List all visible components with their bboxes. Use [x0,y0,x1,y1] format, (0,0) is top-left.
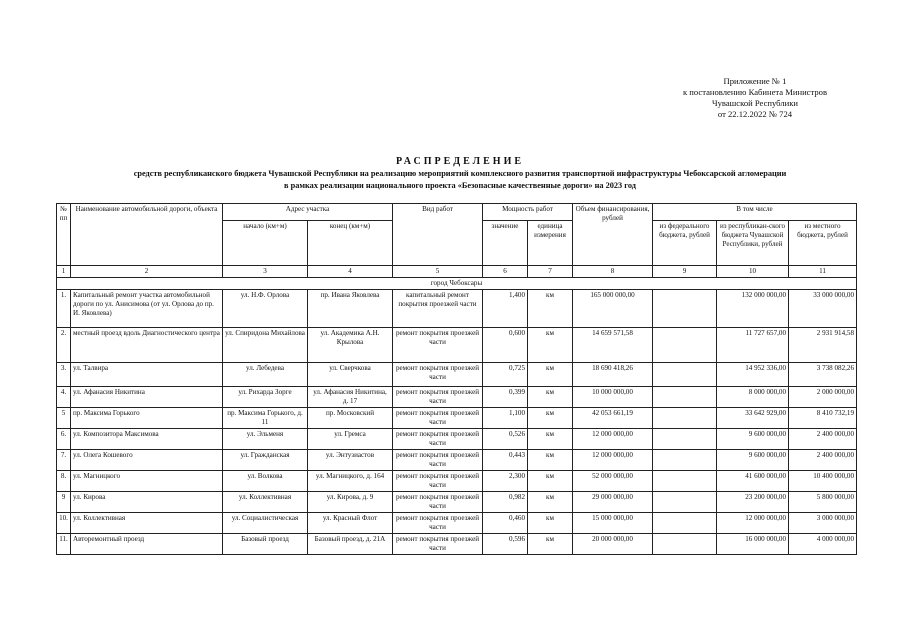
capacity-value-cell: 0,596 [483,534,528,555]
column-number: 5 [393,266,483,278]
local-funding-cell: 33 000 000,00 [789,290,857,328]
section-start-cell: ул. Лебедева [223,363,308,387]
local-funding-cell: 8 410 732,19 [789,408,857,429]
header-federal: из федерального бюджета, рублей [653,221,717,266]
road-name-cell: ул. Афанасия Никитина [71,387,223,408]
table-row [57,408,857,429]
federal-funding-cell [653,328,717,363]
column-number: 8 [573,266,653,278]
section-end-cell: ул. Красный Флот [308,513,393,534]
work-type-cell: ремонт покрытия проезжей части [393,387,483,408]
row-number-cell: 10. [57,513,71,534]
column-number: 9 [653,266,717,278]
row-number-cell: 9 [57,492,71,513]
header-start: начало (км+м) [223,221,308,266]
row-number-cell: 4. [57,387,71,408]
republic-funding-cell: 9 600 000,00 [717,429,789,450]
section-start-cell: ул. Коллективная [223,492,308,513]
road-name-cell: ул. Кирова [71,492,223,513]
local-funding-cell: 2 400 000,00 [789,450,857,471]
section-end-cell: пр. Ивана Яковлева [308,290,393,328]
local-funding-cell: 2 400 000,00 [789,429,857,450]
table-row [57,363,857,387]
work-type-cell: ремонт покрытия проезжей части [393,429,483,450]
column-number: 2 [71,266,223,278]
row-number-cell: 2. [57,328,71,363]
table-row [57,387,857,408]
header-value: значение [483,221,528,266]
funding-volume-cell: 12 000 000,00 [573,429,653,450]
header-num: № пп [57,204,71,266]
table-row [57,492,857,513]
capacity-value-cell: 1,100 [483,408,528,429]
funding-volume-cell: 52 000 000,00 [573,471,653,492]
funding-volume-cell: 14 659 571,58 [573,328,653,363]
local-funding-cell: 2 000 000,00 [789,387,857,408]
row-number-cell: 3. [57,363,71,387]
road-name-cell: ул. Талвира [71,363,223,387]
section-title: город Чебоксары [57,278,857,290]
row-number-cell: 8. [57,471,71,492]
funding-volume-cell: 165 000 000,00 [573,290,653,328]
column-number: 6 [483,266,528,278]
capacity-unit-cell: км [528,471,573,492]
capacity-value-cell: 0,725 [483,363,528,387]
capacity-unit-cell: км [528,513,573,534]
funding-volume-cell: 20 000 000,00 [573,534,653,555]
distribution-table [56,203,857,555]
republic-funding-cell: 16 000 000,00 [717,534,789,555]
road-name-cell: Авторемонтный проезд [71,534,223,555]
header-republic: из республикан-ского бюджета Чувашской Республики, рублей [717,221,789,266]
header-work: Вид работ [393,204,483,266]
republic-funding-cell: 132 000 000,00 [717,290,789,328]
funding-volume-cell: 12 000 000,00 [573,450,653,471]
section-start-cell: ул. Эльменя [223,429,308,450]
table-row [57,290,857,328]
local-funding-cell: 2 931 914,58 [789,328,857,363]
republic-funding-cell: 8 000 000,00 [717,387,789,408]
section-end-cell: ул. Кирова, д. 9 [308,492,393,513]
header-volume: Объем финансирования, рублей [573,204,653,266]
road-name-cell: пр. Максима Горького [71,408,223,429]
capacity-unit-cell: км [528,429,573,450]
federal-funding-cell [653,387,717,408]
row-number-cell: 5 [57,408,71,429]
section-end-cell: ул. Сверчкова [308,363,393,387]
column-number: 10 [717,266,789,278]
table-row [57,513,857,534]
capacity-value-cell: 0,982 [483,492,528,513]
table-row [57,429,857,450]
capacity-unit-cell: км [528,363,573,387]
section-start-cell: ул. Волкова [223,471,308,492]
column-number: 3 [223,266,308,278]
republic-funding-cell: 12 000 000,00 [717,513,789,534]
funding-volume-cell: 10 000 000,00 [573,387,653,408]
table-row [57,534,857,555]
row-number-cell: 6. [57,429,71,450]
road-name-cell: ул. Олега Кошевого [71,450,223,471]
section-start-cell: ул. Рихарда Зорге [223,387,308,408]
appendix-line: к постановлению Кабинета Министров [682,87,828,97]
republic-funding-cell: 23 200 000,00 [717,492,789,513]
capacity-value-cell: 1,400 [483,290,528,328]
federal-funding-cell [653,513,717,534]
capacity-value-cell: 0,526 [483,429,528,450]
row-number-cell: 1. [57,290,71,328]
work-type-cell: ремонт покрытия проезжей части [393,492,483,513]
work-type-cell: капитальный ремонт покрытия проезжей части [393,290,483,328]
local-funding-cell: 5 800 000,00 [789,492,857,513]
capacity-value-cell: 2,300 [483,471,528,492]
federal-funding-cell [653,450,717,471]
work-type-cell: ремонт покрытия проезжей части [393,450,483,471]
work-type-cell: ремонт покрытия проезжей части [393,534,483,555]
funding-volume-cell: 42 053 661,19 [573,408,653,429]
document-subtitle: средств республиканского бюджета Чувашской Республики на реализацию мероприятий комплексного развития транспортной инфраструктуры Чебоксарской агломерации [133,169,787,178]
appendix-line: Приложение № 1 [723,76,787,86]
section-start-cell: ул. Социалистическая [223,513,308,534]
republic-funding-cell: 14 952 336,00 [717,363,789,387]
section-end-cell: пр. Московский [308,408,393,429]
row-number-cell: 11. [57,534,71,555]
work-type-cell: ремонт покрытия проезжей части [393,471,483,492]
section-end-cell: ул. Гремса [308,429,393,450]
capacity-unit-cell: км [528,534,573,555]
section-start-cell: ул. Гражданская [223,450,308,471]
federal-funding-cell [653,408,717,429]
appendix-line: Чувашской Республики [712,98,798,108]
funding-volume-cell: 29 000 000,00 [573,492,653,513]
column-number: 11 [789,266,857,278]
local-funding-cell: 3 000 000,00 [789,513,857,534]
section-end-cell: ул. Магницкого, д. 164 [308,471,393,492]
header-unit: единица измерения [528,221,573,266]
document-subtitle-2: в рамках реализации национального проекта «Безопасные качественные дороги» на 2023 год [284,181,636,190]
local-funding-cell: 10 400 000,00 [789,471,857,492]
federal-funding-cell [653,363,717,387]
federal-funding-cell [653,471,717,492]
republic-funding-cell: 11 727 657,00 [717,328,789,363]
section-row [57,278,857,290]
republic-funding-cell: 9 600 000,00 [717,450,789,471]
table-row [57,471,857,492]
capacity-value-cell: 0,460 [483,513,528,534]
federal-funding-cell [653,534,717,555]
capacity-value-cell: 0,443 [483,450,528,471]
capacity-unit-cell: км [528,408,573,429]
local-funding-cell: 3 738 082,26 [789,363,857,387]
capacity-unit-cell: км [528,290,573,328]
work-type-cell: ремонт покрытия проезжей части [393,513,483,534]
section-start-cell: ул. Спиридона Михайлова [223,328,308,363]
road-name-cell: ул. Магницкого [71,471,223,492]
column-number: 1 [57,266,71,278]
section-end-cell: ул. Афанасия Никитина, д. 17 [308,387,393,408]
column-number: 4 [308,266,393,278]
table-row [57,450,857,471]
section-end-cell: Базовый проезд, д. 21А [308,534,393,555]
row-number-cell: 7. [57,450,71,471]
column-number-row [57,266,857,278]
work-type-cell: ремонт покрытия проезжей части [393,363,483,387]
federal-funding-cell [653,429,717,450]
section-start-cell: Базовый проезд [223,534,308,555]
appendix-block [655,76,855,120]
funding-volume-cell: 18 690 418,26 [573,363,653,387]
local-funding-cell: 4 000 000,00 [789,534,857,555]
capacity-value-cell: 0,399 [483,387,528,408]
republic-funding-cell: 41 600 000,00 [717,471,789,492]
funding-volume-cell: 15 000 000,00 [573,513,653,534]
appendix-line: от 22.12.2022 № 724 [717,109,793,119]
work-type-cell: ремонт покрытия проезжей части [393,328,483,363]
road-name-cell: ул. Композитора Максимова [71,429,223,450]
capacity-unit-cell: км [528,450,573,471]
federal-funding-cell [653,290,717,328]
section-start-cell: ул. Н.Ф. Орлова [223,290,308,328]
table-row [57,328,857,363]
road-name-cell: ул. Коллективная [71,513,223,534]
section-end-cell: ул. Академика А.Н. Крылова [308,328,393,363]
republic-funding-cell: 33 642 929,00 [717,408,789,429]
capacity-unit-cell: км [528,328,573,363]
capacity-unit-cell: км [528,492,573,513]
road-name-cell: Капитальный ремонт участка автомобильной дороги по ул. Анисимова (от ул. Орлова до пр. И. Яковлева) [71,290,223,328]
capacity-unit-cell: км [528,387,573,408]
header-including: В том числе [653,204,857,221]
federal-funding-cell [653,492,717,513]
header-address: Адрес участка [223,204,393,221]
document-title: РАСПРЕДЕЛЕНИЕ [395,156,525,167]
header-end: конец (км+м) [308,221,393,266]
header-name: Наименование автомобильной дороги, объекта [71,204,223,266]
header-local: из местного бюджета, рублей [789,221,857,266]
section-end-cell: ул. Энтузиастов [308,450,393,471]
capacity-value-cell: 0,600 [483,328,528,363]
header-capacity: Мощность работ [483,204,573,221]
column-number: 7 [528,266,573,278]
road-name-cell: местный проезд вдоль Диагностического центра [71,328,223,363]
work-type-cell: ремонт покрытия проезжей части [393,408,483,429]
section-start-cell: пр. Максима Горького, д. 11 [223,408,308,429]
